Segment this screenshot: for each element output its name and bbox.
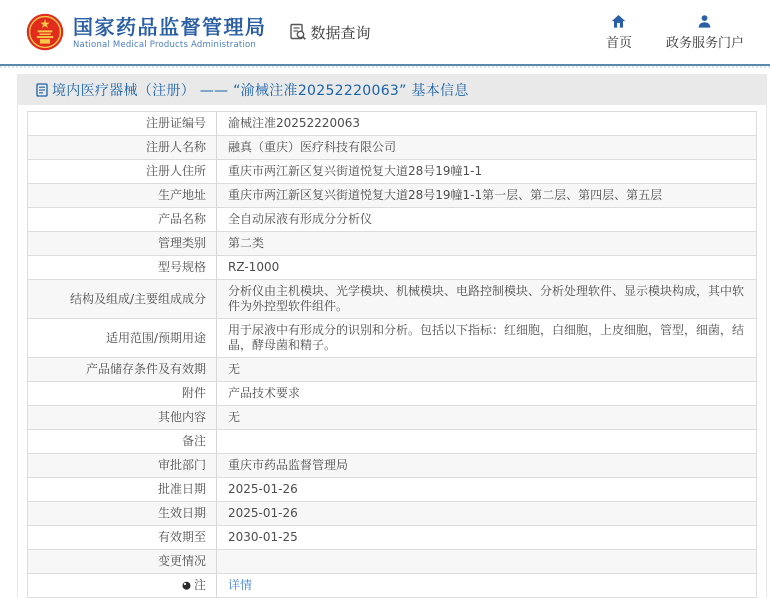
- table-row: [28, 136, 756, 160]
- row-label-text: 其他内容: [157, 410, 206, 424]
- table-row: [28, 382, 756, 406]
- row-label-text: 批准日期: [157, 482, 206, 496]
- row-label: [28, 208, 217, 231]
- row-label-text: 注册人名称: [145, 140, 206, 154]
- row-value: [217, 406, 756, 429]
- table-row: [28, 406, 756, 430]
- nav-gov-portal[interactable]: [666, 14, 744, 51]
- row-value-text: 产品技术要求: [228, 386, 301, 400]
- row-label: [28, 358, 217, 381]
- row-label-text: 产品名称: [157, 212, 206, 226]
- row-label-text: 有效期至: [157, 530, 206, 544]
- row-value: [217, 160, 756, 183]
- nav-home-label: 首页: [605, 35, 632, 51]
- table-row: [28, 256, 756, 280]
- table-row: [28, 550, 756, 574]
- row-value: [217, 232, 756, 255]
- row-value-text: 重庆市两江新区复兴街道悦复大道28号19幢1-1: [228, 164, 483, 178]
- row-value: [217, 454, 756, 477]
- row-value: [217, 358, 756, 381]
- row-value-text: 2025-01-26: [228, 482, 298, 496]
- row-label-text: 产品储存条件及有效期: [85, 362, 206, 376]
- row-value-text: 渝械注准20252220063: [228, 116, 360, 130]
- site-header: [0, 0, 770, 64]
- data-search-icon: [289, 23, 307, 41]
- row-label: [28, 454, 217, 477]
- row-label: [28, 280, 217, 318]
- table-row: [28, 112, 756, 136]
- row-label: [28, 184, 217, 207]
- row-label-text: 注册证编号: [145, 116, 206, 130]
- row-label-text: 附件: [181, 386, 206, 400]
- table-row: [28, 502, 756, 526]
- row-label: [28, 256, 217, 279]
- row-label: [28, 526, 217, 549]
- row-label: [28, 478, 217, 501]
- table-row: [28, 319, 756, 358]
- row-value: [217, 382, 756, 405]
- row-label-text: 适用范围/预期用途: [105, 330, 206, 345]
- table-row: [28, 232, 756, 256]
- table-row: [28, 478, 756, 502]
- row-label: [28, 136, 217, 159]
- row-value: [217, 136, 756, 159]
- row-value: [217, 478, 756, 501]
- row-label: [28, 112, 217, 135]
- row-value-text: 无: [228, 410, 241, 424]
- row-value-text: 第二类: [228, 236, 265, 250]
- table-row: [28, 358, 756, 382]
- row-label: [28, 232, 217, 255]
- row-value-text: 分析仪由主机模块、光学模块、机械模块、电路控制模块、分析处理软件、显示模块构成，其中软件为外控型软件组件。: [228, 284, 745, 313]
- table-row: [28, 184, 756, 208]
- row-label: [28, 319, 217, 357]
- row-value: [217, 112, 756, 135]
- row-value: [217, 550, 756, 573]
- home-icon: [611, 14, 626, 29]
- row-label: [28, 550, 217, 573]
- nav-home[interactable]: [606, 14, 632, 51]
- header-nav: [606, 14, 744, 51]
- row-label-text: 结构及组成/主要组成成分: [69, 291, 206, 306]
- row-value-text: 无: [228, 362, 241, 376]
- row-value: [217, 280, 756, 318]
- table-row: [28, 430, 756, 454]
- user-icon: [697, 14, 712, 29]
- row-value-text: 重庆市药品监督管理局: [228, 458, 349, 472]
- row-value-text: 用于尿液中有形成分的识别和分析。包括以下指标：红细胞，白细胞，上皮细胞，管型，细菌，结晶，酵母菌和精子。: [228, 323, 745, 352]
- row-label-text: 审批部门: [157, 458, 206, 472]
- row-label-text: 生产地址: [157, 188, 206, 202]
- row-label-text: 备注: [181, 434, 206, 448]
- table-row: [28, 526, 756, 550]
- agency-name-cn: 国家药品监督管理局: [73, 14, 267, 39]
- row-value-text: RZ-1000: [228, 260, 280, 274]
- nav-gov-portal-label: 政务服务门户: [665, 35, 744, 51]
- row-label-text: 变更情况: [157, 554, 206, 568]
- row-value-text: 详情: [228, 578, 253, 592]
- row-label-text: 管理类别: [157, 236, 206, 250]
- table-row: [28, 160, 756, 184]
- table-row: [28, 208, 756, 232]
- row-value-text: 2025-01-26: [228, 506, 298, 520]
- row-value: [217, 526, 756, 549]
- page-title: 境内医疗器械（注册） —— “渝械注准20252220063” 基本信息: [52, 82, 469, 99]
- national-emblem-icon: [26, 13, 64, 51]
- table-row: [28, 454, 756, 478]
- row-label-text: 注册人住所: [145, 164, 206, 178]
- row-label-text: 型号规格: [157, 260, 206, 274]
- agency-name-en: National Medical Products Administration: [73, 39, 256, 50]
- document-icon: [36, 83, 48, 97]
- page-title-bar: [18, 74, 766, 105]
- row-value: [217, 319, 756, 357]
- table-row: [28, 574, 756, 598]
- row-label: [28, 406, 217, 429]
- registration-info-table: [27, 111, 757, 598]
- brand-block: [73, 15, 267, 50]
- row-value-text: 重庆市两江新区复兴街道悦复大道28号19幢1-1第一层、第二层、第四层、第五层: [228, 188, 663, 202]
- row-value: [217, 184, 756, 207]
- row-label: [28, 502, 217, 525]
- header-divider-texture: [0, 66, 770, 68]
- note-icon: [182, 581, 191, 590]
- row-value-text: 2030-01-25: [228, 530, 298, 544]
- table-row: [28, 280, 756, 319]
- row-label-text: 生效日期: [157, 506, 206, 520]
- row-label: [28, 382, 217, 405]
- row-value-text: 全自动尿液有形成分分析仪: [228, 212, 373, 226]
- data-query-label: 数据查询: [310, 23, 371, 42]
- content-panel: [17, 74, 767, 598]
- row-label: [28, 574, 217, 597]
- row-value: [217, 430, 756, 453]
- row-value: [217, 256, 756, 279]
- data-query-button[interactable]: [289, 22, 371, 43]
- row-value: [217, 208, 756, 231]
- row-label-text: 注: [193, 578, 206, 592]
- row-label: [28, 160, 217, 183]
- row-value[interactable]: [217, 574, 756, 597]
- row-value: [217, 502, 756, 525]
- row-label: [28, 430, 217, 453]
- row-value-text: 融真（重庆）医疗科技有限公司: [228, 140, 397, 154]
